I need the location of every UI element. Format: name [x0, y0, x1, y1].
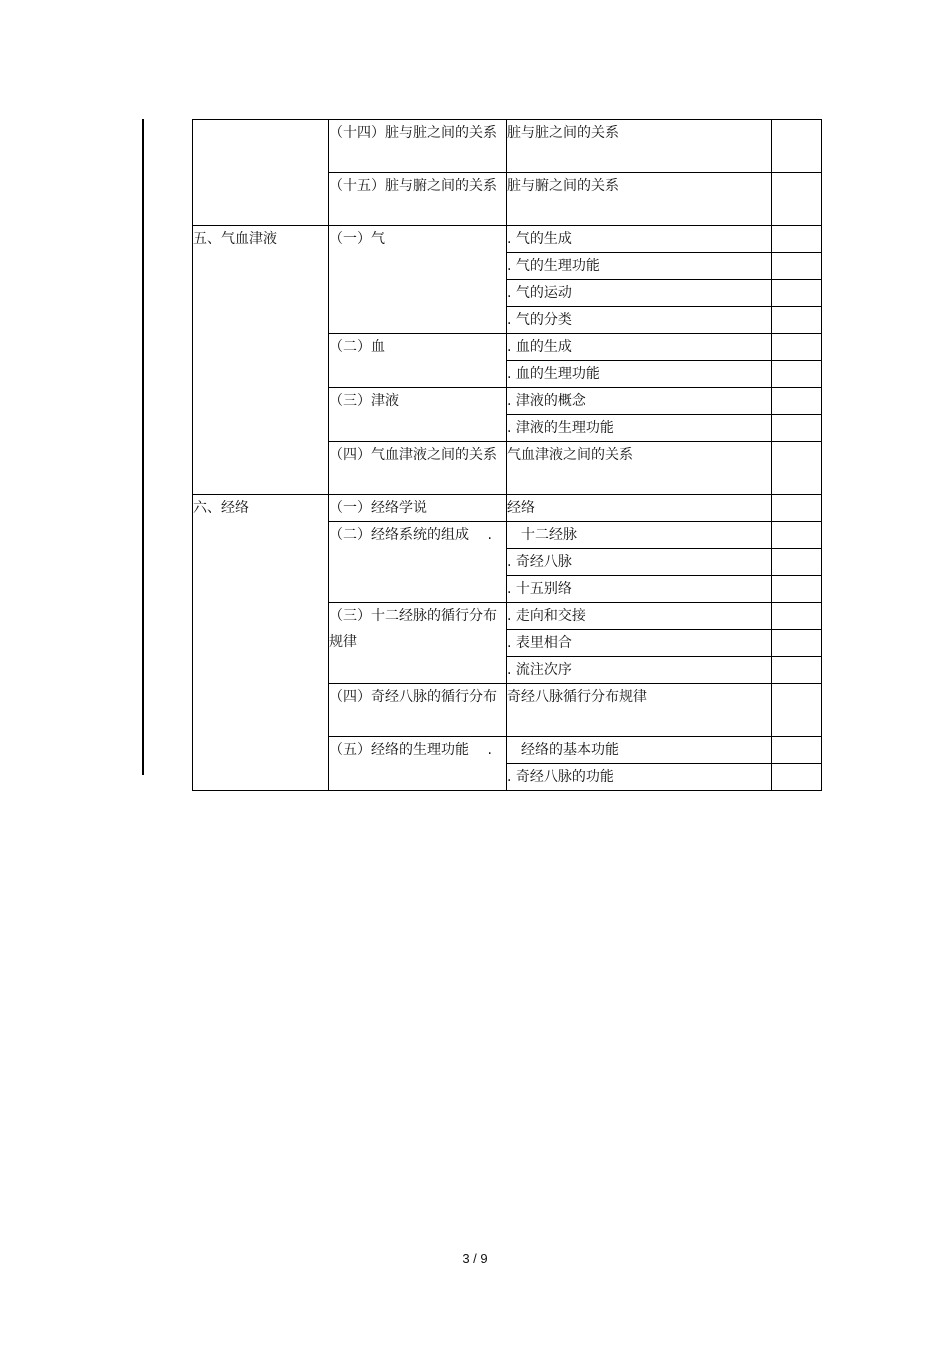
- blank-cell: [772, 522, 822, 549]
- content-cell: 脏与脏之间的关系: [507, 120, 772, 173]
- subtopic-cell: （二）经络系统的组成 .: [329, 522, 507, 603]
- blank-cell: [772, 576, 822, 603]
- subtopic-cell: （十四）脏与脏之间的关系: [329, 120, 507, 173]
- content-cell: . 血的生理功能: [507, 361, 772, 388]
- blank-cell: [772, 495, 822, 522]
- content-cell: . 气的生成: [507, 226, 772, 253]
- unit-title: 六、经络: [193, 495, 329, 791]
- blank-cell: [772, 603, 822, 630]
- content-cell: . 气的生理功能: [507, 253, 772, 280]
- table-row: [193, 226, 822, 253]
- unit-cell-continued: [193, 120, 329, 226]
- blank-cell: [772, 173, 822, 226]
- subtopic-cell: （三）十二经脉的循行分布规律: [329, 603, 507, 684]
- subtopic-cell: （一）气: [329, 226, 507, 334]
- blank-cell: [772, 253, 822, 280]
- page-number: 3 / 9: [462, 1251, 488, 1266]
- left-margin-rule: [142, 119, 144, 775]
- content-cell: 经络: [507, 495, 772, 522]
- content-cell: 十二经脉: [507, 522, 772, 549]
- subtopic-cell: （十五）脏与腑之间的关系: [329, 173, 507, 226]
- subtopic-cell: （二）血: [329, 334, 507, 388]
- content-cell: . 气的运动: [507, 280, 772, 307]
- content-cell: . 奇经八脉: [507, 549, 772, 576]
- blank-cell: [772, 280, 822, 307]
- blank-cell: [772, 388, 822, 415]
- content-cell: . 气的分类: [507, 307, 772, 334]
- content-cell: . 流注次序: [507, 657, 772, 684]
- blank-cell: [772, 442, 822, 495]
- content-cell: . 表里相合: [507, 630, 772, 657]
- blank-cell: [772, 361, 822, 388]
- subtopic-cell: （三）津液: [329, 388, 507, 442]
- blank-cell: [772, 549, 822, 576]
- blank-cell: [772, 307, 822, 334]
- blank-cell: [772, 657, 822, 684]
- content-cell: . 走向和交接: [507, 603, 772, 630]
- content-cell: 奇经八脉循行分布规律: [507, 684, 772, 737]
- subtopic-cell: （四）气血津液之间的关系: [329, 442, 507, 495]
- blank-cell: [772, 630, 822, 657]
- content-cell: 脏与腑之间的关系: [507, 173, 772, 226]
- table-row: [193, 495, 822, 522]
- blank-cell: [772, 415, 822, 442]
- subtopic-cell: （一）经络学说: [329, 495, 507, 522]
- syllabus-table: [192, 119, 822, 791]
- content-cell: 气血津液之间的关系: [507, 442, 772, 495]
- content-cell: 经络的基本功能: [507, 737, 772, 764]
- subtopic-cell: （五）经络的生理功能 .: [329, 737, 507, 791]
- content-cell: . 血的生成: [507, 334, 772, 361]
- blank-cell: [772, 737, 822, 764]
- unit-title: 五、气血津液: [193, 226, 329, 495]
- blank-cell: [772, 684, 822, 737]
- blank-cell: [772, 226, 822, 253]
- content-cell: . 十五别络: [507, 576, 772, 603]
- blank-cell: [772, 120, 822, 173]
- table-row: [193, 120, 822, 173]
- blank-cell: [772, 764, 822, 791]
- subtopic-cell: （四）奇经八脉的循行分布: [329, 684, 507, 737]
- blank-cell: [772, 334, 822, 361]
- content-cell: . 津液的概念: [507, 388, 772, 415]
- content-cell: . 奇经八脉的功能: [507, 764, 772, 791]
- content-cell: . 津液的生理功能: [507, 415, 772, 442]
